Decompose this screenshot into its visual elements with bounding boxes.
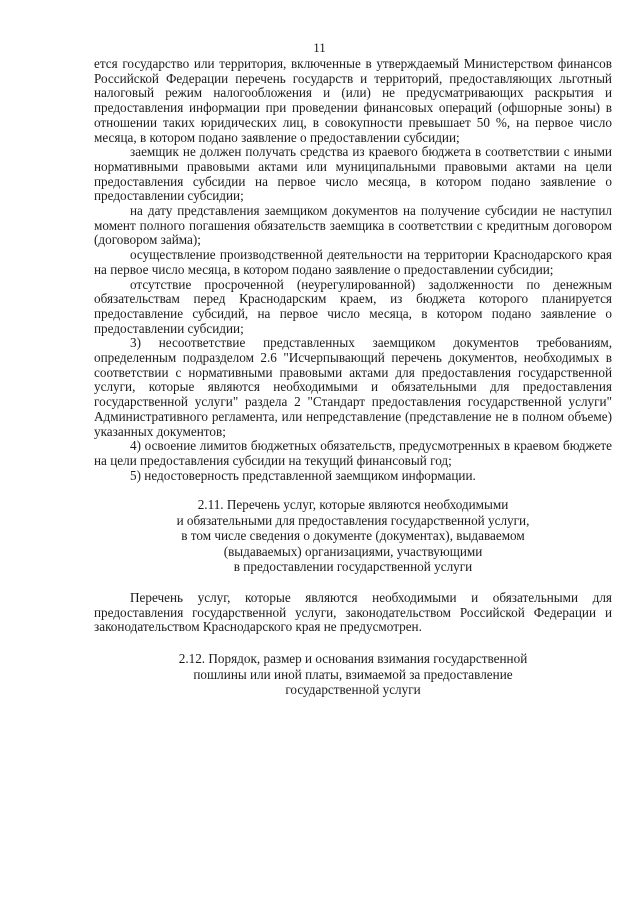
heading-line: (выдаваемых) организациями, участвующими [223,543,483,559]
paragraph-item-5: 5) недостоверность представленной заемщиком информации. [130,467,476,483]
heading-line: государственной услуги [285,682,421,697]
spacer [94,635,612,651]
heading-line: 2.12. Порядок, размер и основания взимания государственной [178,651,528,666]
paragraph-no-overdue-debt: отсутствие просроченной (неурегулированной) задолженности по денежным обязательствам перед Краснодарским краем, из бюджета которого планируется предоставление субсидий, на первое число месяца, в котором подано заявление о предоставлении субсидии; [94,276,612,336]
heading-line: 2.11. Перечень услуг, которые являются необходимыми [197,497,509,513]
paragraph-no-budget-funds: заемщик не должен получать средства из краевого бюджета в соответствии с иными нормативными правовыми актами или муниципальными правовыми актами на цели предоставления субсидии на первое число месяца, в котором подано заявление о предоставлении субсидии; [94,144,612,204]
paragraph-item-3: 3) несоответствие представленных заемщиком документов требованиям, определенным подразделом 2.6 "Исчерпывающий перечень документов, необходимых в соответствии с нормативными правовыми актами для предоставления государственной услуги, которые являются необходимыми и обязательными для предоставления государственной услуги" раздела 2 "Стандарт предоставления государственной услуги" Административного регламента, или непредставление (представление не в полном объеме) указанных документов; [94,335,612,439]
heading-line: пошлины или иной платы, взимаемой за предоставление [193,666,513,682]
paragraph-services-list: Перечень услуг, которые являются необходимыми и обязательными для предоставления государственной услуги, законодательством Российской Федерации и законодательством Краснодарского края не предусмотрен. [94,589,612,635]
paragraph-item-4: 4) освоение лимитов бюджетных обязательств, предусмотренных в краевом бюджете на цели предоставления субсидии на текущий финансовый год; [94,438,612,468]
heading-line: в предоставлении государственной услуги [233,559,473,575]
paragraph-production-activity: осуществление производственной деятельности на территории Краснодарского края на первое число месяца, в котором подано заявление о предоставлении субсидии; [94,247,612,277]
spacer [94,575,612,591]
spacer [94,483,612,497]
section-heading-2-11 [94,497,612,575]
document-body [94,57,612,698]
heading-line: в том числе сведения о документе (документах), выдаваемом [181,528,525,544]
paragraph-offshore-share: ется государство или территория, включенные в утверждаемый Министерством финансов Российской Федерации перечень государств и территорий, предоставляющих льготный налоговый режим налогообложения и (или) не предусматривающих раскрытия и предоставления информации при проведении финансовых операций (офшорные зоны) в отношении таких юридических лиц, в совокупности превышает 50 %, на первое число месяца, в котором подано заявление о предоставлении субсидии; [94,56,612,145]
heading-line: и обязательными для предоставления государственной услуги, [176,512,530,528]
page-number: 11 [313,40,326,55]
paragraph-loan-not-repaid: на дату представления заемщиком документов на получение субсидии не наступил момент полного погашения обязательств заемщика в соответствии с кредитным договором (договором займа); [94,203,612,248]
section-heading-2-12 [94,651,612,698]
